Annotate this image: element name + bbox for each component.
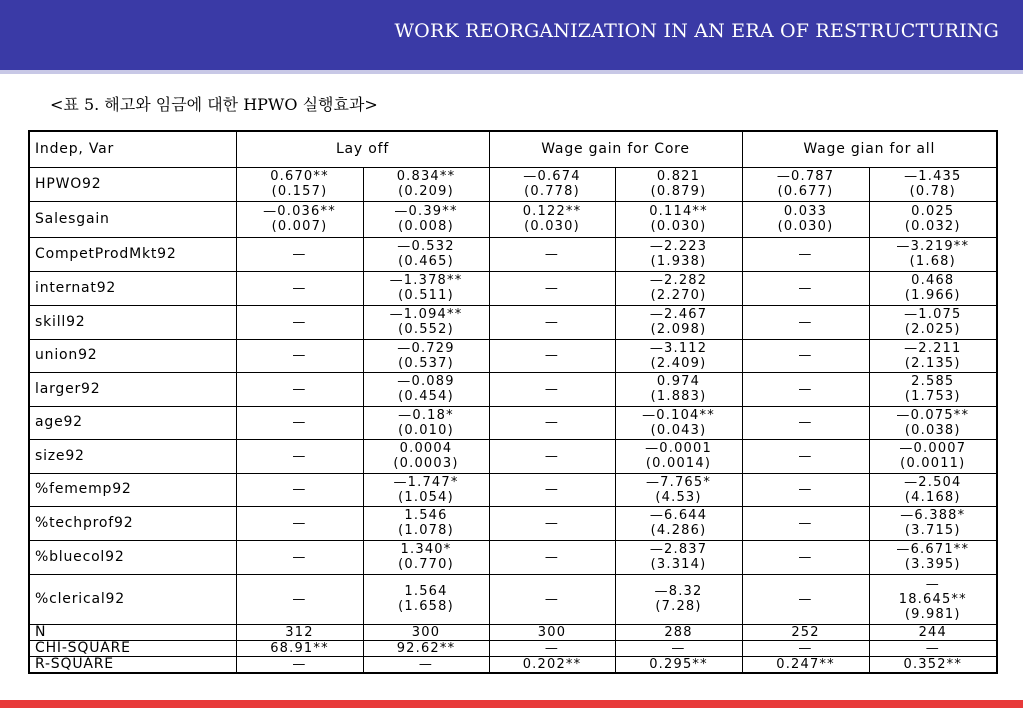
cell-line: 312 xyxy=(285,624,314,640)
cell-line: (0.038) xyxy=(904,422,961,438)
cell-line: —3.219** xyxy=(896,239,970,254)
table-cell xyxy=(615,540,742,574)
table-cell xyxy=(489,574,615,624)
cell-line: (4.286) xyxy=(650,523,707,538)
cell-line: — xyxy=(292,591,307,607)
cell-line: —0.729 xyxy=(397,340,455,356)
table-cell xyxy=(742,201,869,237)
table-cell xyxy=(869,201,997,237)
table-cell xyxy=(742,167,869,201)
cell-line: —6.671** xyxy=(896,542,970,557)
table-cell xyxy=(363,439,489,473)
cell-line: (0.157) xyxy=(271,184,328,199)
cell-line: (1.054) xyxy=(398,489,454,505)
cell-line: —2.504 xyxy=(904,474,962,490)
cell-line: —0.39** xyxy=(394,204,458,219)
row-variable: CHI-SQUARE xyxy=(29,640,236,656)
cell-line: (0.552) xyxy=(398,322,454,337)
table-cell xyxy=(236,540,363,574)
cell-line: (0.0011) xyxy=(900,456,966,471)
cell-line: (2.135) xyxy=(904,355,961,371)
table-row xyxy=(29,640,997,656)
table-cell xyxy=(236,201,363,237)
cell-line: —0.036** xyxy=(263,204,336,219)
cell-line: (0.879) xyxy=(650,184,707,199)
cell-line: 300 xyxy=(411,624,441,640)
row-variable: %techprof92 xyxy=(29,506,236,540)
table-cell xyxy=(236,439,363,473)
cell-line: (0.78) xyxy=(909,184,956,199)
table-cell xyxy=(236,305,363,339)
cell-line: — xyxy=(544,515,560,531)
table-cell xyxy=(489,640,615,656)
cell-line: —0.089 xyxy=(397,374,455,389)
cell-line: — xyxy=(925,640,940,656)
table-cell xyxy=(236,406,363,439)
cell-line: 0.247** xyxy=(776,656,835,672)
table-cell xyxy=(615,237,742,271)
cell-line: 18.645** xyxy=(898,591,967,607)
page-title: WORK REORGANIZATION IN AN ERA OF RESTRUCTURING xyxy=(394,20,999,42)
table-cell xyxy=(236,624,363,640)
cell-line: — xyxy=(292,348,307,363)
table-row xyxy=(29,540,997,574)
cell-line: (0.030) xyxy=(524,219,580,234)
cell-line: — xyxy=(544,591,560,607)
cell-line: —2.223 xyxy=(649,239,708,254)
table-cell xyxy=(869,339,997,372)
cell-line: —1.075 xyxy=(904,307,962,322)
cell-line: —1.435 xyxy=(904,169,962,184)
cell-line: (2.409) xyxy=(650,355,707,371)
table-cell xyxy=(869,406,997,439)
cell-line: 0.122** xyxy=(522,204,582,219)
cell-line: 0.295** xyxy=(649,656,708,672)
table-row xyxy=(29,237,997,271)
cell-line: 0.834** xyxy=(396,169,456,184)
table-row xyxy=(29,439,997,473)
table-cell xyxy=(615,305,742,339)
table-cell xyxy=(489,305,615,339)
table-cell xyxy=(489,506,615,540)
cell-line: (0.030) xyxy=(650,219,707,234)
cell-line: (0.770) xyxy=(398,557,454,572)
table-cell xyxy=(489,167,615,201)
cell-line: 300 xyxy=(537,624,567,640)
cell-line: —0.0007 xyxy=(899,441,967,456)
table-row xyxy=(29,574,997,624)
table-cell xyxy=(742,271,869,305)
table-cell xyxy=(489,439,615,473)
table-cell xyxy=(615,372,742,406)
cell-line: (0.537) xyxy=(398,355,454,371)
cell-line: (0.465) xyxy=(398,254,454,269)
cell-line: (9.981) xyxy=(904,606,961,622)
cell-line: — xyxy=(798,640,813,656)
table-cell xyxy=(615,339,742,372)
table-row xyxy=(29,473,997,506)
cell-line: —6.644 xyxy=(649,508,708,523)
table-cell xyxy=(236,506,363,540)
cell-line: —2.282 xyxy=(649,273,708,288)
cell-line: —0.104** xyxy=(642,407,715,423)
cell-line: (4.168) xyxy=(904,489,961,505)
table-row xyxy=(29,305,997,339)
table-cell xyxy=(869,237,997,271)
cell-line: 0.821 xyxy=(656,169,701,184)
table-cell xyxy=(742,305,869,339)
cell-line: 0.468 xyxy=(911,273,955,288)
cell-line: (1.753) xyxy=(904,389,961,404)
cell-line: 0.033 xyxy=(783,204,828,219)
cell-line: — xyxy=(798,314,813,330)
cell-line: — xyxy=(544,381,560,397)
table-row xyxy=(29,656,997,673)
cell-line: (1.966) xyxy=(904,288,961,303)
cell-line: (3.314) xyxy=(650,557,707,572)
cell-line: —1.094** xyxy=(389,307,463,322)
table-row xyxy=(29,167,997,201)
table-cell xyxy=(615,640,742,656)
cell-line: (0.030) xyxy=(777,219,834,234)
table-cell xyxy=(489,473,615,506)
cell-line: 0.0004 xyxy=(399,441,453,456)
cell-line: —0.674 xyxy=(523,169,581,184)
cell-line: 92.62** xyxy=(396,640,456,656)
table-cell xyxy=(615,473,742,506)
row-variable: internat92 xyxy=(29,271,236,305)
cell-line: (0.010) xyxy=(398,422,454,438)
row-variable: R-SQUARE xyxy=(29,656,236,673)
cell-line: 0.974 xyxy=(656,374,701,389)
cell-line: —0.18* xyxy=(398,407,454,423)
cell-line: — xyxy=(671,640,686,656)
row-variable: %bluecol92 xyxy=(29,540,236,574)
cell-line: — xyxy=(798,246,813,262)
table-cell xyxy=(363,624,489,640)
table-cell xyxy=(869,640,997,656)
table-cell xyxy=(489,656,615,673)
footer-bar xyxy=(0,700,1023,708)
cell-line: —1.378** xyxy=(389,273,463,288)
cell-line: (1.658) xyxy=(398,599,454,614)
cell-line: — xyxy=(544,246,560,262)
table-cell xyxy=(869,439,997,473)
table-cell xyxy=(236,574,363,624)
table-cell xyxy=(742,656,869,673)
table-cell xyxy=(742,574,869,624)
table-row xyxy=(29,201,997,237)
cell-line: 288 xyxy=(664,624,693,640)
cell-line: (0.043) xyxy=(650,422,707,438)
cell-line: (1.883) xyxy=(650,389,707,404)
table-row xyxy=(29,624,997,640)
cell-line: (1.938) xyxy=(650,254,707,269)
cell-line: 252 xyxy=(791,624,820,640)
cell-line: — xyxy=(544,415,560,430)
regression-table xyxy=(28,130,998,674)
header-wage-gain-all: Wage gian for all xyxy=(742,131,997,167)
cell-line: (4.53) xyxy=(655,489,702,505)
table-cell xyxy=(489,372,615,406)
table-cell xyxy=(363,372,489,406)
table-cell xyxy=(869,271,997,305)
table-cell xyxy=(869,574,997,624)
table-row xyxy=(29,372,997,406)
cell-line: — xyxy=(292,314,307,330)
cell-line: — xyxy=(798,415,813,430)
cell-line: (0.209) xyxy=(398,184,454,199)
table-cell xyxy=(615,506,742,540)
cell-line: —3.112 xyxy=(649,340,708,356)
row-variable: %clerical92 xyxy=(29,574,236,624)
cell-line: — xyxy=(798,515,813,531)
table-cell xyxy=(742,237,869,271)
row-variable: Salesgain xyxy=(29,201,236,237)
table-cell xyxy=(869,656,997,673)
table-cell xyxy=(615,624,742,640)
table-cell xyxy=(615,167,742,201)
table-cell xyxy=(869,167,997,201)
cell-line: (0.454) xyxy=(398,389,454,404)
table-header-row xyxy=(29,131,997,167)
cell-line: (0.032) xyxy=(904,219,961,234)
table-cell xyxy=(236,656,363,673)
table-cell xyxy=(615,406,742,439)
cell-line: 0.670** xyxy=(270,169,329,184)
cell-line: — xyxy=(798,482,813,497)
table-cell xyxy=(363,339,489,372)
cell-line: — xyxy=(798,280,813,296)
cell-line: — xyxy=(798,348,813,363)
table-cell xyxy=(742,372,869,406)
table-cell xyxy=(489,201,615,237)
table-cell xyxy=(869,473,997,506)
table-cell xyxy=(236,372,363,406)
row-variable: skill92 xyxy=(29,305,236,339)
cell-line: (2.098) xyxy=(650,322,707,337)
cell-line: 1.340* xyxy=(400,542,452,557)
cell-line: — xyxy=(544,482,560,497)
cell-line: 0.352** xyxy=(903,656,963,672)
cell-line: — xyxy=(292,415,307,430)
row-variable: %fememp92 xyxy=(29,473,236,506)
cell-line: —0.787 xyxy=(776,169,835,184)
table-cell xyxy=(363,201,489,237)
cell-line: — xyxy=(544,280,560,296)
cell-line: —0.075** xyxy=(896,407,970,423)
cell-line: (0.0003) xyxy=(393,456,459,471)
table-cell xyxy=(489,406,615,439)
header-stripe xyxy=(0,70,1023,74)
cell-line: — xyxy=(292,515,307,531)
header-wage-gain-core: Wage gain for Core xyxy=(489,131,742,167)
table-cell xyxy=(742,640,869,656)
cell-line: — xyxy=(925,576,940,592)
table-cell xyxy=(615,574,742,624)
cell-line: 0.025 xyxy=(911,204,955,219)
cell-line: (0.008) xyxy=(398,219,454,234)
table-cell xyxy=(363,406,489,439)
cell-line: — xyxy=(544,640,560,656)
table-cell xyxy=(489,624,615,640)
cell-line: — xyxy=(292,448,307,464)
cell-line: (0.778) xyxy=(524,184,580,199)
table-cell xyxy=(869,540,997,574)
cell-line: —1.747* xyxy=(393,474,459,490)
cell-line: — xyxy=(798,448,813,464)
table-row xyxy=(29,271,997,305)
table-cell xyxy=(363,574,489,624)
table-cell xyxy=(489,237,615,271)
cell-line: (2.270) xyxy=(650,288,707,303)
cell-line: (0.007) xyxy=(271,219,328,234)
cell-line: — xyxy=(418,656,434,672)
cell-line: — xyxy=(292,280,307,296)
row-variable: CompetProdMkt92 xyxy=(29,237,236,271)
table-cell xyxy=(236,339,363,372)
table-caption: <표 5. 해고와 임금에 대한 HPWO 실행효과> xyxy=(50,95,378,114)
cell-line: 0.202** xyxy=(522,656,582,672)
cell-line: —2.211 xyxy=(904,340,962,356)
row-variable: age92 xyxy=(29,406,236,439)
cell-line: — xyxy=(292,381,307,397)
table-row xyxy=(29,339,997,372)
table-cell xyxy=(363,237,489,271)
row-variable: size92 xyxy=(29,439,236,473)
table-cell xyxy=(615,656,742,673)
cell-line: 1.564 xyxy=(404,584,448,599)
cell-line: —6.388* xyxy=(900,508,966,523)
table-cell xyxy=(363,271,489,305)
table-row xyxy=(29,506,997,540)
cell-line: — xyxy=(798,381,813,397)
table-cell xyxy=(363,640,489,656)
cell-line: — xyxy=(798,549,813,565)
table-cell xyxy=(742,624,869,640)
cell-line: 244 xyxy=(918,624,947,640)
row-variable: larger92 xyxy=(29,372,236,406)
cell-line: — xyxy=(292,549,307,565)
cell-line: — xyxy=(544,314,560,330)
cell-line: 1.546 xyxy=(404,508,448,523)
cell-line: —0.0001 xyxy=(645,441,712,456)
cell-line: 0.114** xyxy=(649,204,708,219)
cell-line: — xyxy=(292,656,307,672)
table-cell xyxy=(363,506,489,540)
table-row xyxy=(29,406,997,439)
table-cell xyxy=(742,439,869,473)
cell-line: — xyxy=(544,549,560,565)
cell-line: — xyxy=(292,246,307,262)
row-variable: HPWO92 xyxy=(29,167,236,201)
table-cell xyxy=(489,540,615,574)
table-cell xyxy=(363,167,489,201)
table-cell xyxy=(615,271,742,305)
table-cell xyxy=(236,271,363,305)
table-cell xyxy=(869,506,997,540)
cell-line: — xyxy=(292,482,307,497)
cell-line: — xyxy=(798,591,813,607)
table-cell xyxy=(363,473,489,506)
table-cell xyxy=(236,167,363,201)
row-variable: union92 xyxy=(29,339,236,372)
table-cell xyxy=(363,540,489,574)
cell-line: —2.837 xyxy=(649,542,708,557)
cell-line: (7.28) xyxy=(655,599,702,614)
cell-line: (2.025) xyxy=(904,322,961,337)
table-cell xyxy=(742,339,869,372)
table-cell xyxy=(742,506,869,540)
header-indep-var: Indep, Var xyxy=(29,131,236,167)
cell-line: —0.532 xyxy=(397,239,455,254)
table-cell xyxy=(869,372,997,406)
cell-line: —8.32 xyxy=(654,584,703,599)
table-cell xyxy=(236,640,363,656)
table-cell xyxy=(363,305,489,339)
cell-line: (0.0014) xyxy=(645,456,712,471)
row-variable: N xyxy=(29,624,236,640)
table-cell xyxy=(236,237,363,271)
table-cell xyxy=(742,406,869,439)
cell-line: — xyxy=(544,348,560,363)
table-cell xyxy=(489,271,615,305)
cell-line: (1.078) xyxy=(398,523,454,538)
cell-line: (3.715) xyxy=(904,523,961,538)
table-cell xyxy=(742,473,869,506)
cell-line: (0.677) xyxy=(777,184,834,199)
table-cell xyxy=(363,656,489,673)
cell-line: —7.765* xyxy=(645,474,712,490)
cell-line: 68.91** xyxy=(270,640,329,656)
table-cell xyxy=(742,540,869,574)
cell-line: —2.467 xyxy=(649,307,708,322)
cell-line: (0.511) xyxy=(398,288,454,303)
cell-line: (3.395) xyxy=(904,557,961,572)
table-cell xyxy=(869,624,997,640)
cell-line: — xyxy=(544,448,560,464)
table-cell xyxy=(869,305,997,339)
table-cell xyxy=(615,201,742,237)
table-cell xyxy=(615,439,742,473)
cell-line: 2.585 xyxy=(911,374,955,389)
header-lay-off: Lay off xyxy=(236,131,489,167)
table-cell xyxy=(489,339,615,372)
cell-line: (1.68) xyxy=(909,254,956,269)
table-cell xyxy=(236,473,363,506)
